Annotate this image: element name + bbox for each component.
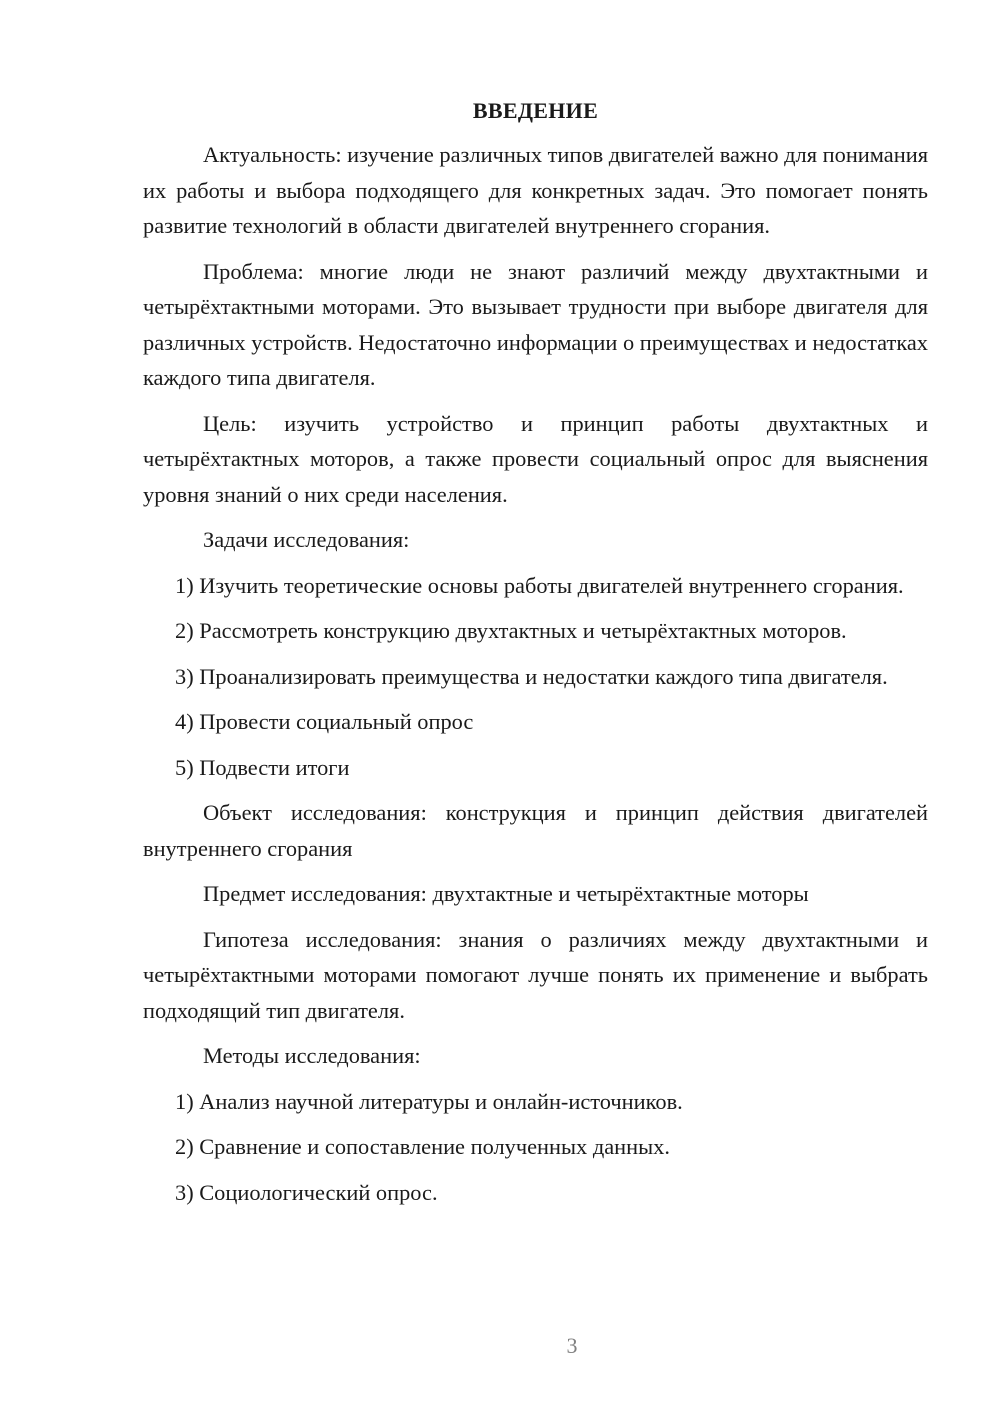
goal-paragraph: Цель: изучить устройство и принцип работы двухтактных и четырёхтактных моторов, а также провести социальный опрос для выяснения уровня знаний о них среди населения. — [143, 410, 928, 507]
method-item: 1) Анализ научной литературы и онлайн-источников. — [175, 1088, 683, 1114]
hypothesis-paragraph: Гипотеза исследования: знания о различиях между двухтактными и четырёхтактными моторами помогают лучше понять их применение и выбрать подходящий тип двигателя. — [143, 926, 928, 1023]
task-item: 1) Изучить теоретические основы работы двигателей внутреннего сгорания. — [175, 572, 904, 598]
task-item: 4) Провести социальный опрос — [175, 709, 474, 734]
methods-heading: Методы исследования: — [203, 1043, 421, 1068]
object-paragraph: Объект исследования: конструкция и принцип действия двигателей внутреннего сгорания — [143, 800, 928, 861]
task-item: 2) Рассмотреть конструкцию двухтактных и четырёхтактных моторов. — [175, 618, 847, 643]
page-title: ВВЕДЕНИЕ — [472, 98, 599, 123]
page-content — [143, 95, 928, 1220]
task-item: 3) Проанализировать преимущества и недостатки каждого типа двигателя. — [175, 663, 888, 689]
subject-paragraph: Предмет исследования: двухтактные и четырёхтактные моторы — [203, 881, 809, 906]
method-item: 2) Сравнение и сопоставление полученных данных. — [175, 1134, 670, 1159]
page-number: 3 — [566, 1333, 578, 1358]
problem-paragraph: Проблема: многие люди не знают различий между двухтактными и четырёхтактными моторами. Это вызывает трудности при выборе двигателя для различных устройств. Недостаточно информации о преимуществах и недостатках каждого типа двигателя. — [143, 258, 928, 390]
task-item: 5) Подвести итоги — [175, 754, 350, 780]
tasks-heading: Задачи исследования: — [203, 527, 410, 552]
relevance-paragraph: Актуальность: изучение различных типов двигателей важно для понимания их работы и выбора подходящего для конкретных задач. Это помогает понять развитие технологий в области двигателей внутреннего сгорания. — [143, 142, 928, 238]
method-item: 3) Социологический опрос. — [175, 1179, 438, 1205]
